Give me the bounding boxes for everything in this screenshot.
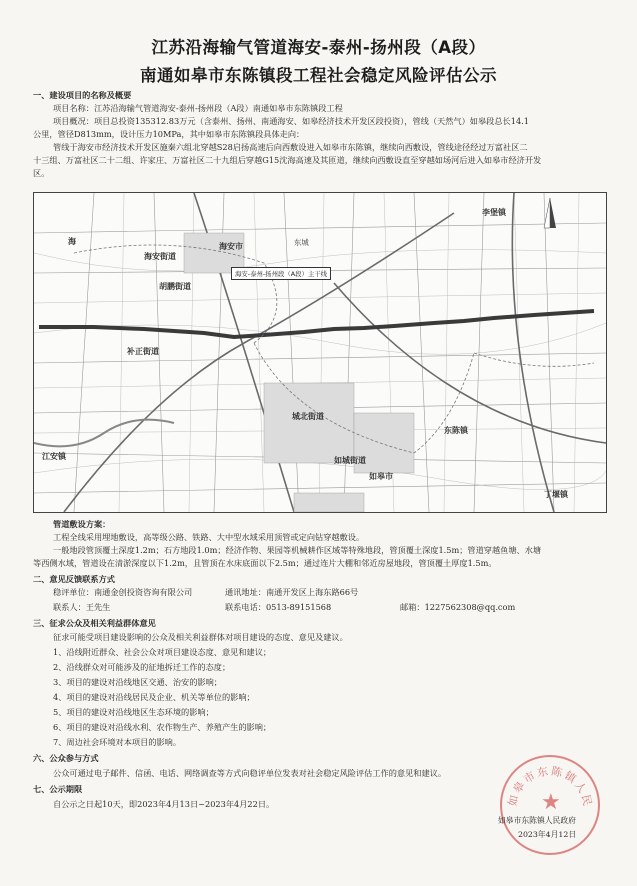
section3-heading: 三、征求公众及相关利益群体意见 <box>33 618 156 628</box>
signature-org: 如皋市东陈镇人民政府 <box>498 816 576 825</box>
map-label-hai: 海 <box>68 237 76 246</box>
overview-line-1: 项目概况：项目总投资135312.83万元（含泰州、扬州、南通海安、如皋经济技术开发区段投资），管线（天然气）如皋段总长14.1 <box>53 116 529 126</box>
map-legend: 海安-泰州-扬州段（A段）主干线 <box>231 267 331 280</box>
map-label-jiang: 江安镇 <box>42 452 66 461</box>
map-label-rugao: 如皋市 <box>369 472 393 481</box>
map-graphic <box>34 193 606 512</box>
opinion-item: 6、项目的建设对沿线水利、农作物生产、养殖产生的影响； <box>53 722 272 732</box>
section6-text: 公众可通过电子邮件、信函、电话、网络调查等方式向稳评单位发表对社会稳定风险评估工作的意见和建议。 <box>53 768 447 778</box>
map-label-dongcheng: 东城 <box>294 238 309 247</box>
section7-heading: 七、公示期限 <box>33 784 83 794</box>
map-label-dongchen: 东陈镇 <box>444 426 468 435</box>
route-map <box>33 192 607 513</box>
section2-heading: 二、意见反馈联系方式 <box>33 574 115 584</box>
opinion-item: 1、沿线附近群众、社会公众对项目建设态度、意见和建议； <box>53 647 272 657</box>
laying-line-2: 一般地段管顶覆土深度1.2m；石方地段1.0m；经济作物、果园等机械耕作区域等特殊地段，管顶覆土深度1.5m；管道穿越鱼塘、水塘 <box>53 545 542 555</box>
map-label-hudun: 胡鹏街道 <box>159 282 191 291</box>
contact-address: 通讯地址：南通开发区上海东路66号 <box>225 587 359 597</box>
map-label-haian-city: 海安市 <box>219 242 243 251</box>
section7-text: 自公示之日起10天，即2023年4月13日~2023年4月22日。 <box>53 799 275 809</box>
section6-heading: 六、公众参与方式 <box>33 753 99 763</box>
opinion-item: 3、项目的建设对沿线地区交通、治安的影响； <box>53 677 222 687</box>
title-line-2: 南通如皋市东陈镇段工程社会稳定风险评估公示 <box>140 66 497 85</box>
map-label-dingyan: 丁堰镇 <box>544 490 568 499</box>
official-seal <box>500 755 600 855</box>
section1-heading: 一、建设项目的名称及概要 <box>33 90 132 100</box>
route-line-3: 区。 <box>33 168 50 178</box>
laying-line-1: 工程全线采用埋地敷设，高等级公路、铁路、大中型水域采用顶管或定向钻穿越敷设。 <box>53 532 365 542</box>
route-line-2: 十三组、万富社区二十二组、许家庄、万富社区二十九组后穿越G15沈海高速及其匝道，继续向西敷设直至穿越如场河后进入如皋市经济开发 <box>33 155 542 165</box>
laying-heading: 管道敷设方案： <box>53 519 111 529</box>
opinion-item: 2、沿线群众对可能涉及的征地拆迁工作的态度； <box>53 662 231 672</box>
route-line-1: 管线于海安市经济技术开发区施秦六组北穿越S28启扬高速后向西敷设进入如皋市东陈镇，继续向西敷设，管线途径经过万富社区二 <box>53 142 528 152</box>
title-line-1: 江苏沿海输气管道海安-泰州-扬州段（A段） <box>151 38 486 57</box>
consult-unit: 稳评单位：南通金创投资咨询有限公司 <box>53 587 193 597</box>
contact-person: 联系人：王先生 <box>53 602 111 612</box>
map-label-chengbei: 城北街道 <box>292 412 324 421</box>
contact-phone: 联系电话：0513-89151568 <box>225 602 332 612</box>
map-label-libao: 李堡镇 <box>482 208 506 217</box>
svg-text:如皋市东陈镇人民: 如皋市东陈镇人民 <box>505 764 595 809</box>
project-name: 项目名称：江苏沿海输气管道海安-泰州-扬州段（A段）南通如皋市东陈镇段工程 <box>53 103 343 113</box>
overview-line-2: 公里，管径D813mm，设计压力10MPa，其中如皋市东陈镇段具体走向： <box>33 129 305 139</box>
seal-star-icon: ★ <box>541 790 561 815</box>
laying-line-3: 等西侧水域，管道设在清淤深度以下1.2m，且管顶在水床底面以下2.5m；通过连片大棚和邻近房屋地段，管顶覆土厚度1.5m。 <box>33 558 497 568</box>
section3-intro: 征求可能受项目建设影响的公众及相关利益群体对项目建设的态度、意见及建议。 <box>53 632 348 642</box>
opinion-item: 5、项目的建设对沿线地区生态环境的影响； <box>53 707 214 717</box>
opinion-item: 7、周边社会环境对本项目的影响。 <box>53 737 182 747</box>
map-label-ruchengjie: 如城街道 <box>334 456 366 465</box>
opinion-item: 4、项目的建设对沿线居民及企业、机关等单位的影响； <box>53 692 255 702</box>
signature-date: 2023年4月12日 <box>518 830 577 839</box>
north-arrow-icon <box>544 198 556 228</box>
contact-email[interactable]: 邮箱：1227562308@qq.com <box>400 602 516 612</box>
map-label-haian-jiedao: 海安街道 <box>144 252 176 261</box>
map-label-bubu: 补正街道 <box>127 347 159 356</box>
